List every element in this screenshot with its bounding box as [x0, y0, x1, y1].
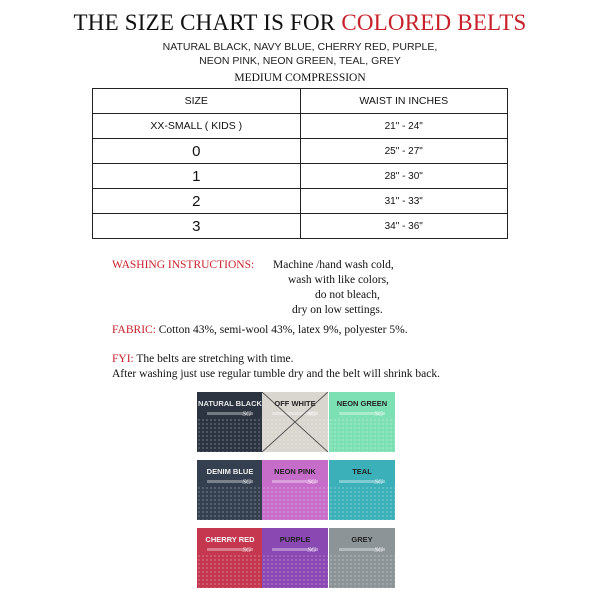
color-swatch [329, 460, 395, 520]
header-size: SIZE [93, 89, 301, 114]
fyi-info [112, 352, 440, 382]
header-waist: WAIST IN INCHES [300, 89, 508, 114]
swatch-logo: SG [307, 410, 316, 418]
compression-label: MEDIUM COMPRESSION [234, 72, 366, 84]
color-swatch [197, 392, 263, 452]
table-row [93, 164, 508, 189]
size-cell: 1 [93, 164, 301, 189]
swatch-texture [197, 486, 263, 520]
washing-label [112, 258, 254, 273]
swatch-label: NEON PINK [274, 467, 316, 476]
color-swatch [329, 392, 395, 452]
size-cell: XX-SMALL ( KIDS ) [93, 114, 301, 139]
swatch-label: NATURAL BLACK [198, 399, 262, 408]
swatch-label: OFF WHITE [274, 399, 316, 408]
swatch-texture [197, 418, 263, 452]
size-chart-table [92, 88, 508, 239]
color-swatch [197, 460, 263, 520]
washing-instructions [273, 258, 394, 318]
table-row [93, 114, 508, 139]
color-swatch [197, 528, 263, 588]
swatch-label: DENIM BLUE [206, 467, 254, 476]
fabric-label: FABRIC: [112, 324, 156, 336]
fyi-line-1: The belts are stretching with time. [136, 353, 294, 365]
waist-cell: 28" - 30" [300, 164, 508, 189]
swatch-logo: SG [307, 478, 316, 486]
fabric-info [112, 324, 408, 336]
size-cell: 2 [93, 189, 301, 214]
colors-line-2: NEON PINK, NEON GREEN, TEAL, GREY [199, 55, 401, 67]
swatch-texture [262, 554, 328, 588]
size-cell: 0 [93, 139, 301, 164]
page-title [0, 10, 600, 36]
table-row [93, 139, 508, 164]
washing-line: dry on low settings. [292, 304, 383, 316]
swatch-texture [262, 486, 328, 520]
title-part2: COLORED BELTS [341, 10, 527, 35]
fyi-line-2: After washing just use regular tumble dry and the belt will shrink back. [112, 368, 440, 380]
washing-line: Machine /hand wash cold, [273, 259, 394, 271]
size-cell: 3 [93, 214, 301, 239]
swatch-label: GREY [351, 535, 373, 544]
waist-cell: 25" - 27" [300, 139, 508, 164]
table-header-row [93, 89, 508, 114]
swatch-label: CHERRY RED [205, 535, 255, 544]
swatch-texture [329, 554, 395, 588]
fabric-text: Cotton 43%, semi-wool 43%, latex 9%, polyester 5%. [158, 324, 408, 336]
washing-line: do not bleach, [315, 289, 380, 301]
swatch-logo: SG [242, 478, 251, 486]
washing-label-text: WASHING INSTRUCTIONS: [112, 259, 255, 271]
table-row [93, 214, 508, 239]
waist-cell: 31" - 33" [300, 189, 508, 214]
swatch-texture [197, 554, 263, 588]
waist-cell: 34" - 36" [300, 214, 508, 239]
washing-line: wash with like colors, [288, 274, 389, 286]
swatch-logo: SG [374, 410, 383, 418]
swatch-logo: SG [374, 546, 383, 554]
swatch-label: PURPLE [279, 535, 311, 544]
color-swatch [262, 392, 328, 452]
swatch-logo: SG [374, 478, 383, 486]
title-part1: THE SIZE CHART IS FOR [73, 10, 336, 35]
table-row [93, 189, 508, 214]
swatch-logo: SG [242, 410, 251, 418]
swatch-texture [329, 486, 395, 520]
swatch-texture [329, 418, 395, 452]
waist-cell: 21" - 24" [300, 114, 508, 139]
swatch-logo: SG [307, 546, 316, 554]
color-swatch [329, 528, 395, 588]
color-swatch [262, 460, 328, 520]
swatch-label: TEAL [352, 467, 372, 476]
color-swatch [262, 528, 328, 588]
fyi-label: FYI: [112, 353, 134, 365]
swatch-label: NEON GREEN [336, 399, 388, 408]
colors-line-1: NATURAL BLACK, NAVY BLUE, CHERRY RED, PURPLE, [162, 41, 438, 53]
swatch-logo: SG [242, 546, 251, 554]
